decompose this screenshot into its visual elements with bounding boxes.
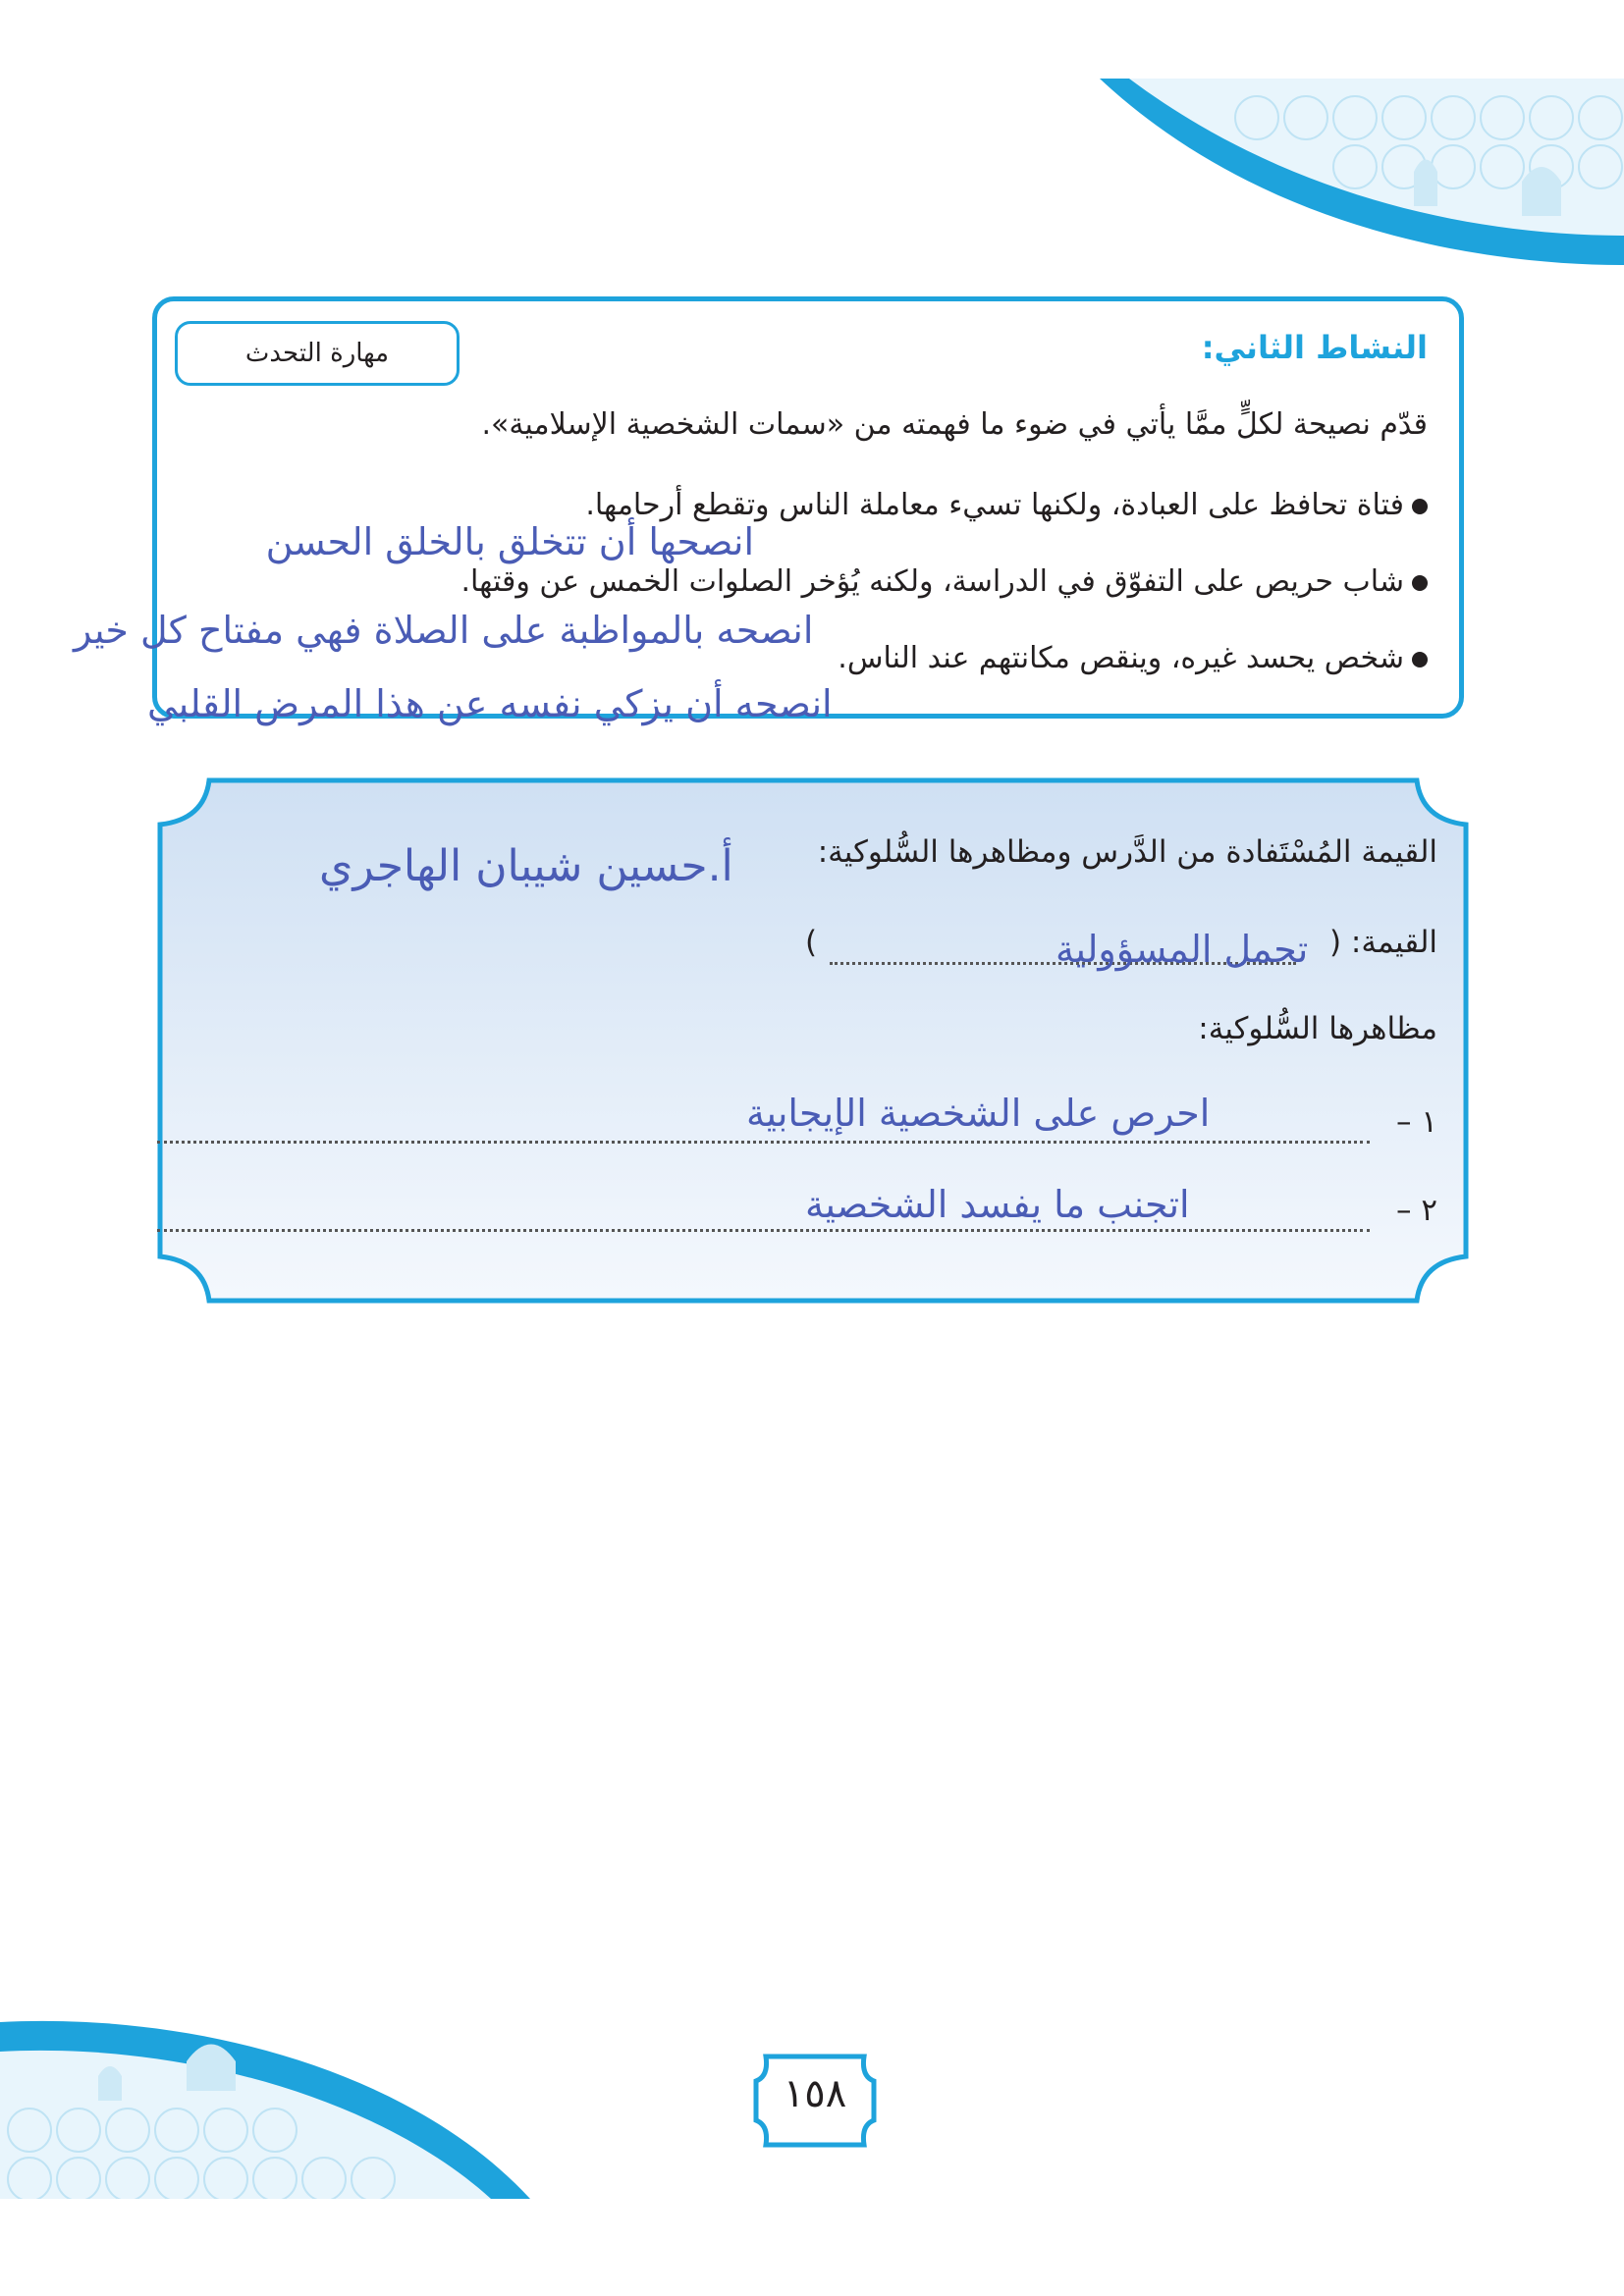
behavior-number: ١ – bbox=[1395, 1104, 1437, 1140]
page-number: ١٥٨ bbox=[783, 2071, 847, 2116]
teacher-name: أ.حسين شيبان الهاجري bbox=[319, 841, 733, 891]
top-corner-decoration bbox=[1060, 79, 1624, 265]
bullet-icon bbox=[1412, 499, 1428, 514]
bottom-corner-decoration bbox=[0, 2012, 550, 2199]
behaviors-label: مظاهرها السُّلوكية: bbox=[1198, 1011, 1437, 1046]
value-heading: القيمة المُسْتَفادة من الدَّرس ومظاهرها السُّلوكية: bbox=[817, 834, 1437, 870]
behavior-number: ٢ – bbox=[1395, 1193, 1437, 1228]
handwritten-answer: تحمل المسؤولية bbox=[1056, 928, 1309, 971]
list-item: شخص يحسد غيره، وينقص مكانتهم عند الناس. bbox=[838, 641, 1428, 675]
value-label: القيمة: ( bbox=[1328, 925, 1437, 960]
bullet-icon bbox=[1412, 575, 1428, 591]
handwritten-answer: انصحه بالمواظبة على الصلاة فهي مفتاح كل خير bbox=[74, 609, 814, 652]
skill-label: مهارة التحدث bbox=[175, 321, 460, 386]
behavior-dotted-line bbox=[157, 1141, 1370, 1144]
activity-prompt: قدّم نصيحة لكلٍّ ممَّا يأتي في ضوء ما فهمته من «سمات الشخصية الإسلامية». bbox=[481, 407, 1428, 442]
list-item: فتاة تحافظ على العبادة، ولكنها تسيء معاملة الناس وتقطع أرحامها. bbox=[585, 488, 1428, 522]
activity-title: النشاط الثاني: bbox=[1201, 329, 1428, 366]
value-close-paren: ) bbox=[805, 925, 818, 960]
handwritten-answer: انصحها أن تتخلق بالخلق الحسن bbox=[265, 520, 755, 563]
behavior-dotted-line bbox=[157, 1229, 1370, 1232]
bullet-icon bbox=[1412, 652, 1428, 667]
handwritten-answer: انصحه أن يزكي نفسه عن هذا المرض القلبي bbox=[147, 682, 833, 725]
handwritten-answer: احرص على الشخصية الإيجابية bbox=[746, 1092, 1211, 1135]
handwritten-answer: اتجنب ما يفسد الشخصية bbox=[805, 1183, 1190, 1226]
list-item: شاب حريص على التفوّق في الدراسة، ولكنه يُؤخر الصلوات الخمس عن وقتها. bbox=[460, 564, 1428, 599]
